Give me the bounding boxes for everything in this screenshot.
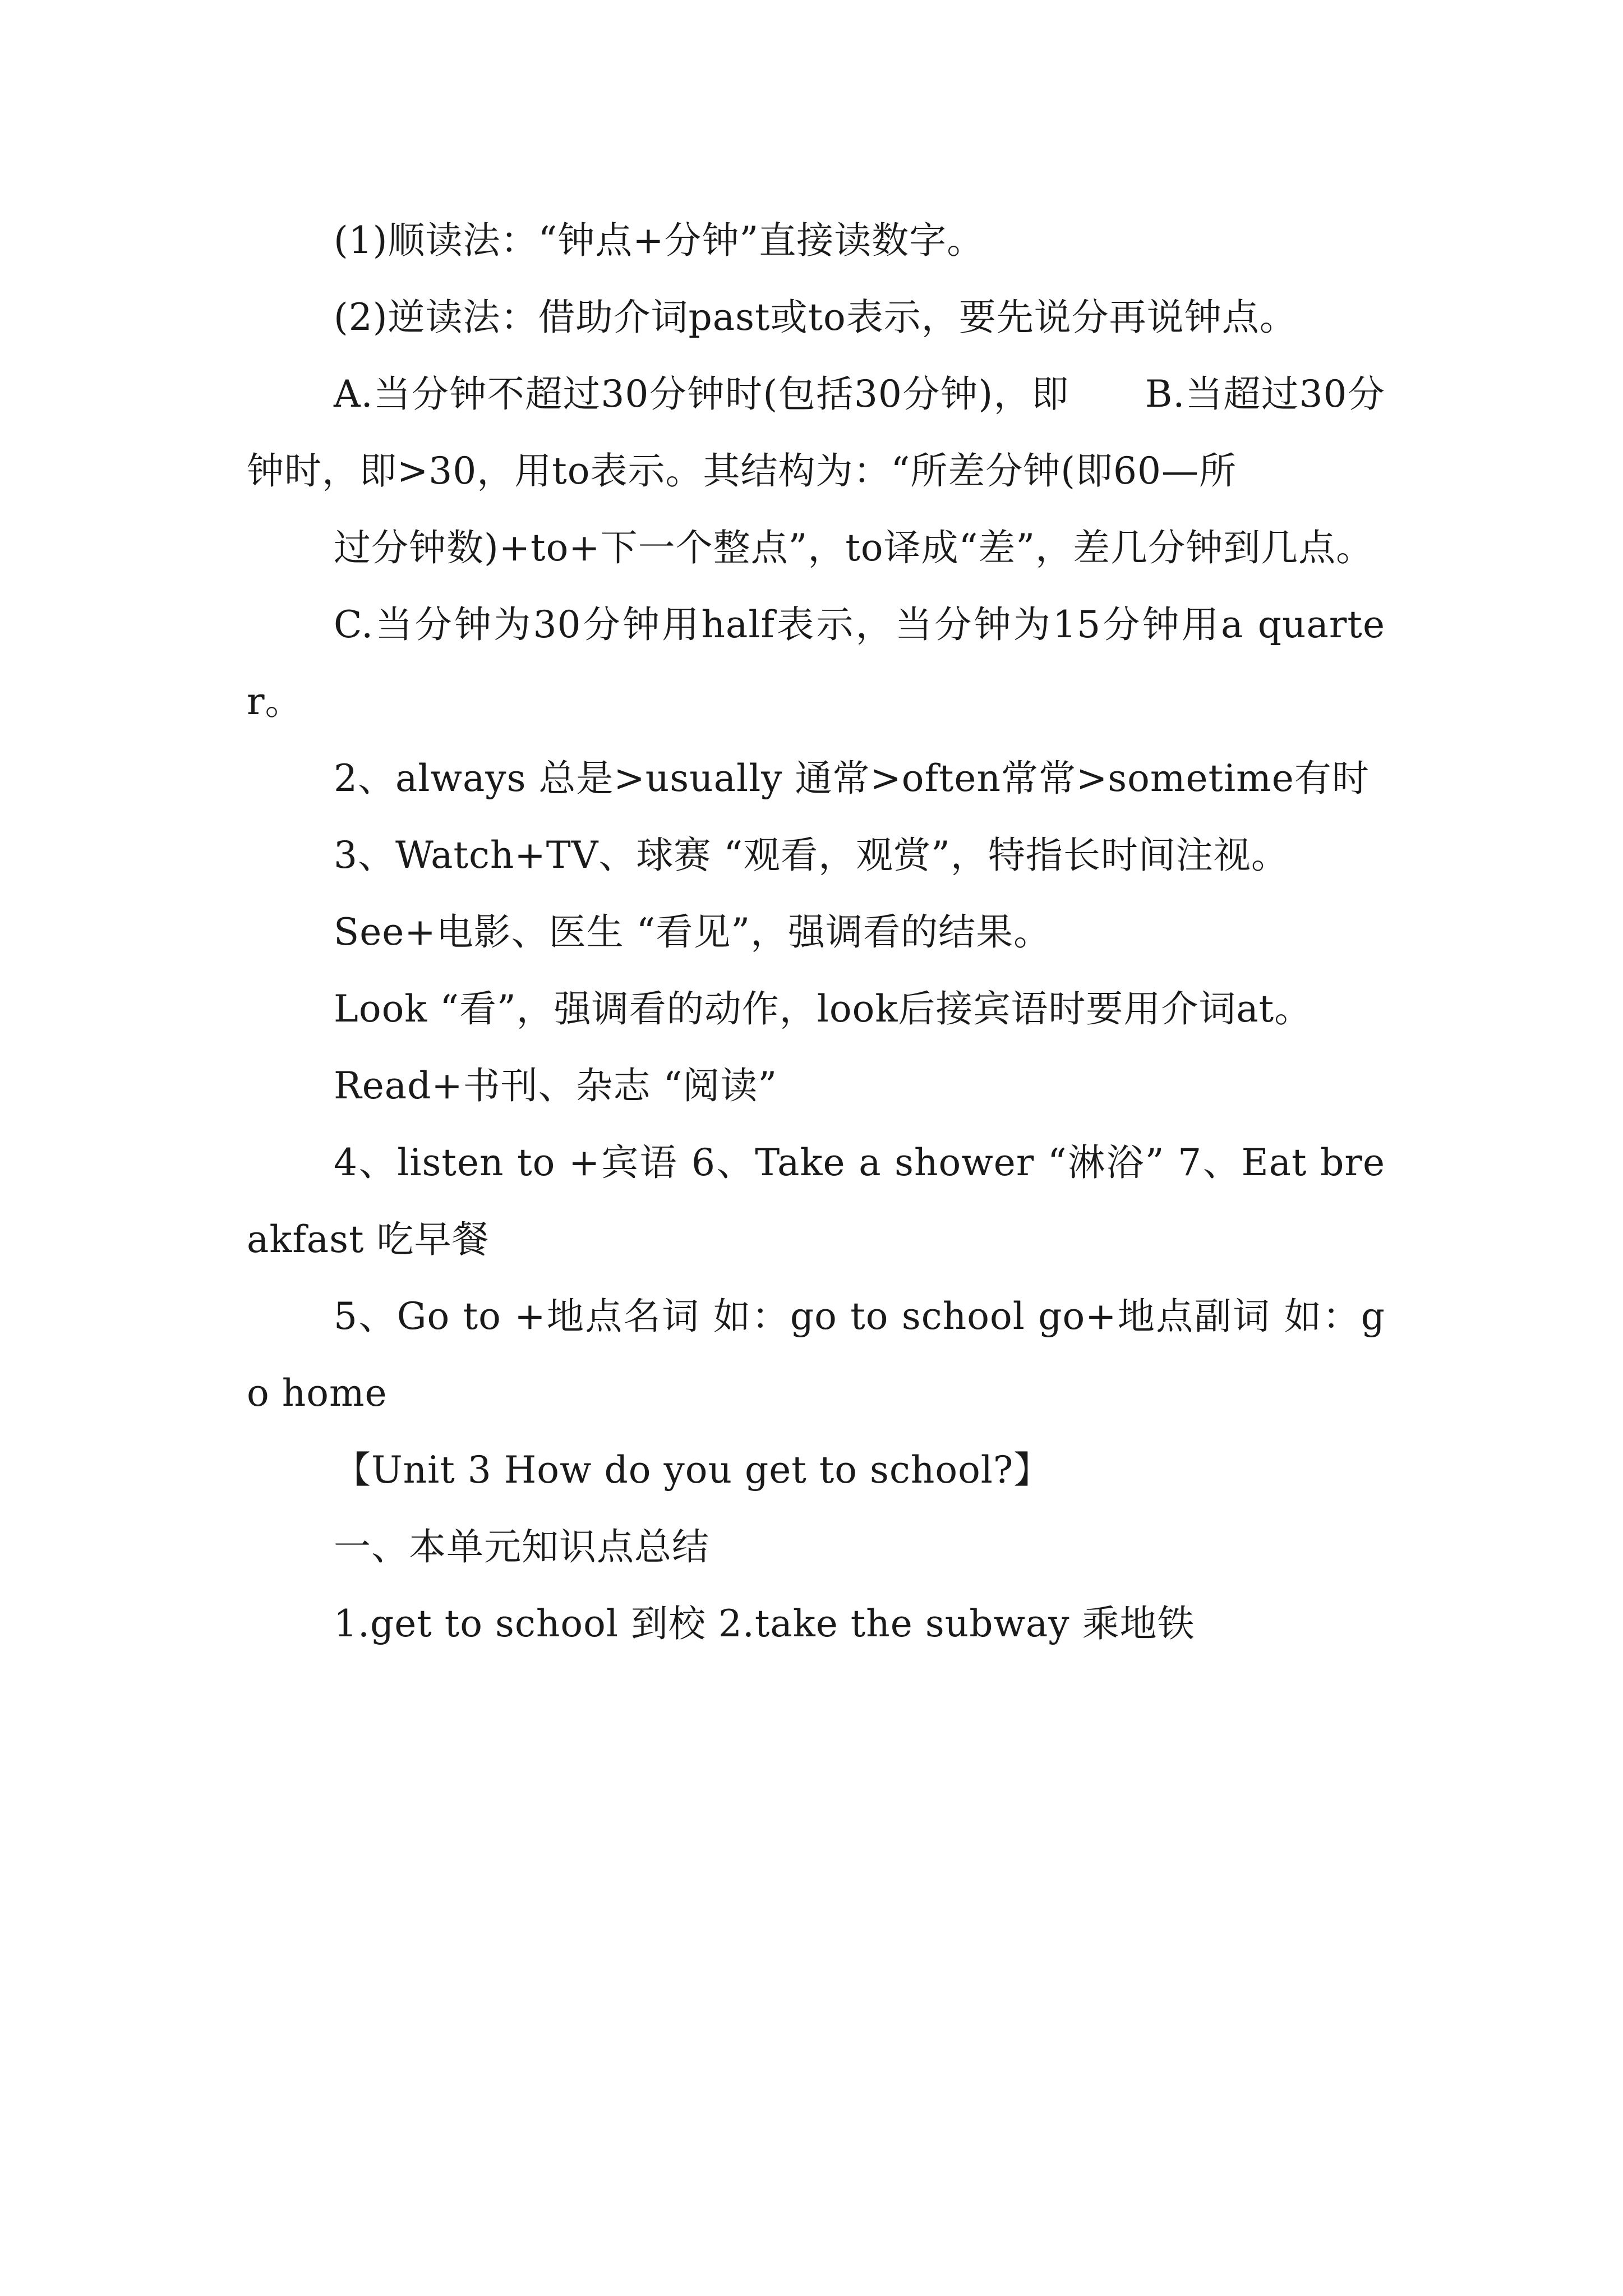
document-body bbox=[247, 202, 1385, 1662]
paragraph-rule-b-continued: 过分钟数)+to+下一个整点”，to译成“差”，差几分钟到几点。 bbox=[334, 526, 1374, 569]
paragraph-frequency-adverbs: 2、always 总是>usually 通常>often常常>sometime有时 bbox=[334, 757, 1370, 800]
paragraph-vocabulary: 1.get to school 到校 2.take the subway 乘地铁 bbox=[334, 1602, 1195, 1645]
paragraph-rule-c: C.当分钟为30分钟用half表示，当分钟为15分钟用a quarter。 bbox=[247, 603, 1385, 723]
unit-heading: 【Unit 3 How do you get to school?】 bbox=[334, 1448, 1052, 1492]
section-heading: 一、本单元知识点总结 bbox=[334, 1525, 709, 1568]
paragraph-phrase-5: 5、Go to +地点名词 如：go to school go+地点副词 如：go home bbox=[247, 1295, 1385, 1415]
paragraph-rule-a-b: A.当分钟不超过30分钟时(包括30分钟)，即 B.当超过30分钟时，即>30，用to表示。其结构为：“所差分钟(即60—所 bbox=[247, 372, 1385, 493]
paragraph-see: See+电影、医生 “看见”，强调看的结果。 bbox=[334, 910, 1052, 954]
paragraph-watch: 3、Watch+TV、球赛 “观看，观赏”，特指长时间注视。 bbox=[334, 834, 1289, 877]
paragraph-reverse-reading: (2)逆读法：借助介词past或to表示，要先说分再说钟点。 bbox=[334, 296, 1297, 339]
paragraph-phrases-4-6-7: 4、listen to +宾语 6、Take a shower “淋浴” 7、Eat breakfast 吃早餐 bbox=[247, 1141, 1385, 1261]
paragraph-read: Read+书刊、杂志 “阅读” bbox=[334, 1064, 778, 1107]
paragraph-look: Look “看”，强调看的动作，look后接宾语时要用介词at。 bbox=[334, 987, 1312, 1030]
paragraph-sequential-reading: (1)顺读法：“钟点+分钟”直接读数字。 bbox=[334, 219, 985, 262]
